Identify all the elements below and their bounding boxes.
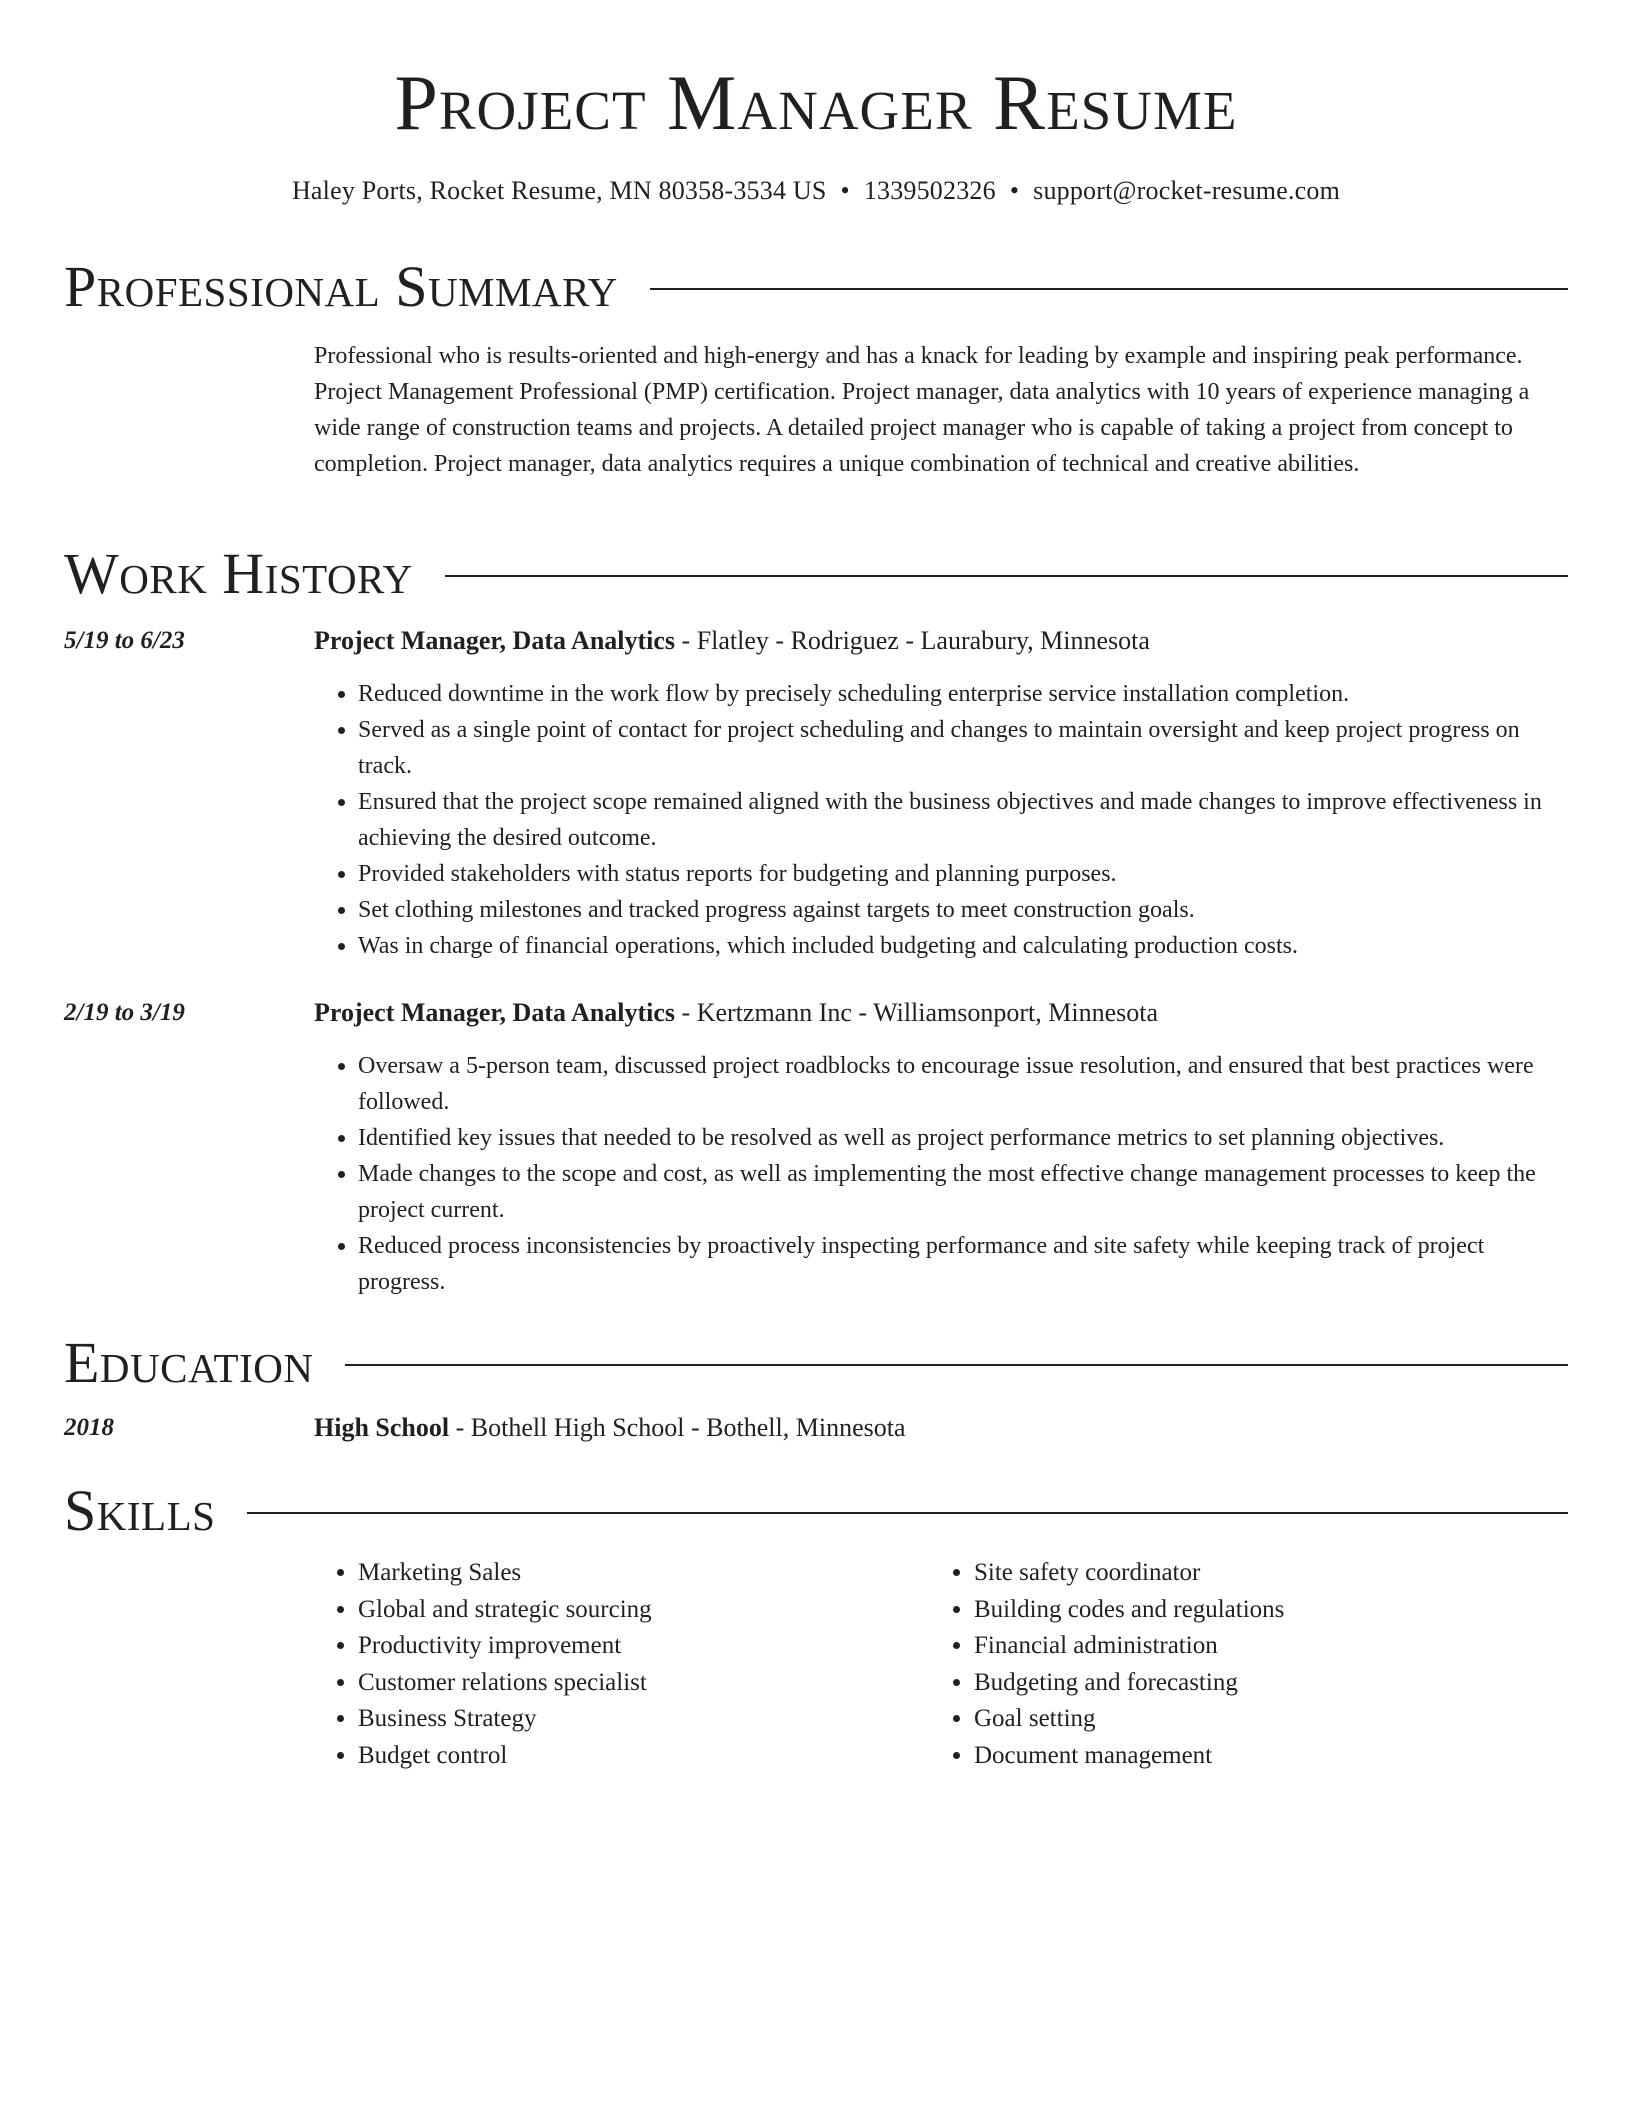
work-heading: Work History <box>64 541 413 606</box>
education-details: - Bothell High School - Bothell, Minnesota <box>449 1413 906 1442</box>
section-divider <box>650 288 1568 290</box>
list-item: • Served as a single point of contact for project scheduling and changes to maintain oversight and keep project progress on track. <box>358 712 1570 784</box>
job-title: Project Manager, Data Analytics <box>314 626 676 655</box>
contact-phone: 1339502326 <box>863 176 996 205</box>
list-item: • Business Strategy <box>358 1701 914 1738</box>
list-item: • Ensured that the project scope remained aligned with the business objectives and made changes to improve effectiveness in achieving the desired outcome. <box>358 784 1570 856</box>
contact-separator: • <box>840 176 850 205</box>
list-item: • Oversaw a 5-person team, discussed project roadblocks to encourage issue resolution, and ensured that best practices were followed. <box>358 1048 1570 1120</box>
list-item: • Site safety coordinator <box>974 1555 1550 1592</box>
education-heading: Education <box>64 1330 314 1395</box>
list-item: • Identified key issues that needed to be resolved as well as project performance metrics to set planning objectives. <box>358 1120 1570 1156</box>
job-bullets <box>314 676 1570 964</box>
section-divider <box>247 1512 1568 1514</box>
contact-address: Haley Ports, Rocket Resume, MN 80358-3534 US <box>291 176 827 205</box>
list-item: • Reduced process inconsistencies by proactively inspecting performance and site safety while keeping track of project progress. <box>358 1228 1570 1300</box>
list-item: • Goal setting <box>974 1701 1550 1738</box>
skills-section-header <box>64 1478 1568 1544</box>
summary-text: Professional who is results-oriented and high-energy and has a knack for leading by example and inspiring peak performance. Project Management Professional (PMP) certification. Project manager, data analytics with 10 years of experience managing a wide range of construction teams and projects. A detailed project manager who is capable of taking a project from concept to completion. Project manager, data analytics requires a unique combination of technical and creative abilities. <box>314 343 1530 477</box>
list-item: • Reduced downtime in the work flow by precisely scheduling enterprise service installation completion. <box>358 676 1570 712</box>
contact-line <box>0 174 1632 208</box>
list-item: • Customer relations specialist <box>358 1665 914 1702</box>
job-heading <box>314 624 1570 658</box>
list-item: • Made changes to the scope and cost, as well as implementing the most effective change management processes to keep the project current. <box>358 1156 1570 1228</box>
section-divider <box>345 1364 1568 1366</box>
list-item: • Global and strategic sourcing <box>358 1592 914 1629</box>
list-item: • Marketing Sales <box>358 1555 914 1592</box>
education-section-header <box>64 1330 1568 1396</box>
contact-email: support@rocket-resume.com <box>1033 176 1341 205</box>
skills-list-right <box>930 1555 1550 1774</box>
list-item: • Provided stakeholders with status reports for budgeting and planning purposes. <box>358 856 1570 892</box>
list-item: • Set clothing milestones and tracked progress against targets to meet construction goals. <box>358 892 1570 928</box>
list-item: • Budget control <box>358 1738 914 1775</box>
education-year: 2018 <box>64 1414 114 1441</box>
list-item: • Financial administration <box>974 1628 1550 1665</box>
list-item: • Building codes and regulations <box>974 1592 1550 1629</box>
job-dates: 2/19 to 3/19 <box>64 999 185 1026</box>
job-heading <box>314 996 1570 1030</box>
summary-heading: Professional Summary <box>64 254 618 319</box>
contact-separator: • <box>1009 176 1020 205</box>
summary-section-header <box>64 254 1568 320</box>
skills-list-left <box>314 1555 914 1774</box>
list-item: • Budgeting and forecasting <box>974 1665 1550 1702</box>
skills-heading: Skills <box>64 1478 216 1543</box>
job-title: Project Manager, Data Analytics <box>314 998 676 1027</box>
job-dates: 5/19 to 6/23 <box>64 627 185 654</box>
list-item: • Document management <box>974 1738 1550 1775</box>
education-heading-line <box>314 1411 1570 1445</box>
education-degree: High School <box>314 1413 450 1442</box>
job-details: - Kertzmann Inc - Williamsonport, Minnesota <box>675 998 1159 1027</box>
list-item: • Was in charge of financial operations, which included budgeting and calculating production costs. <box>358 928 1570 964</box>
resume-title: Project Manager Resume <box>394 59 1238 146</box>
job-details: - Flatley - Rodriguez - Laurabury, Minnesota <box>675 626 1150 655</box>
list-item: • Productivity improvement <box>358 1628 914 1665</box>
section-divider <box>445 575 1568 577</box>
work-section-header <box>64 541 1568 607</box>
job-bullets <box>314 1048 1570 1300</box>
